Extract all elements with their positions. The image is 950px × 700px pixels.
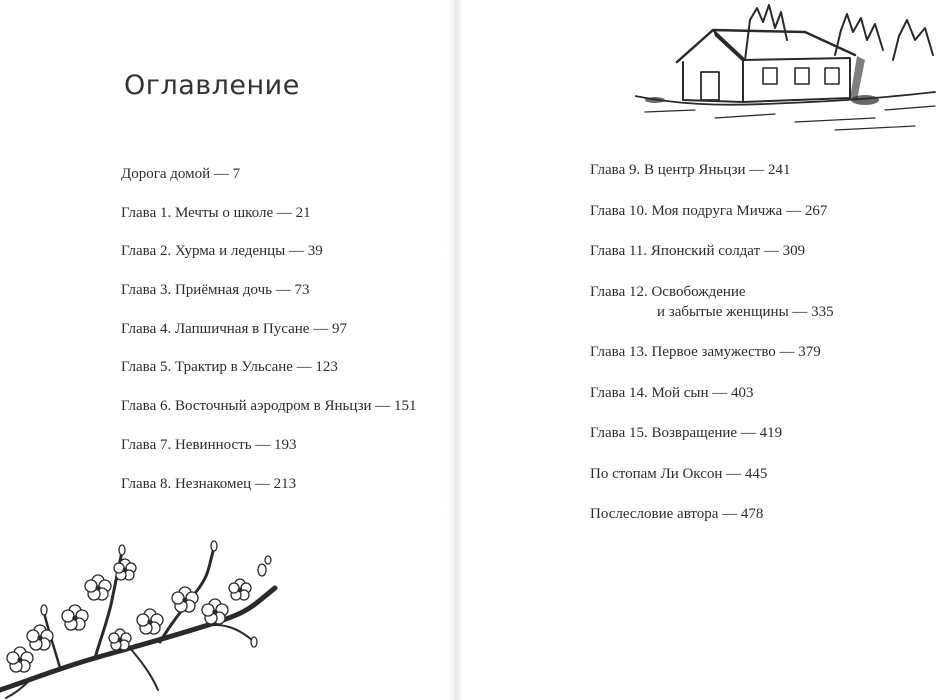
toc-entry[interactable]: Глава 6. Восточный аэродром в Яньцзи — 151 [121, 398, 417, 415]
toc-entry[interactable]: Глава 10. Моя подруга Мичжа — 267 [590, 202, 828, 219]
book-gutter [446, 0, 464, 700]
toc-entry[interactable]: Глава 2. Хурма и леденцы — 39 [121, 243, 323, 260]
toc-entry[interactable]: Глава 13. Первое замужество — 379 [590, 344, 821, 360]
toc-entry[interactable]: Глава 11. Японский солдат — 309 [590, 243, 806, 259]
house-sketch-illustration [635, 0, 950, 140]
toc-entry[interactable]: Глава 1. Мечты о школе — 21 [121, 204, 311, 221]
toc-list-left [121, 164, 417, 512]
toc-entry-line1: Глава 12. Освобождение [590, 283, 746, 300]
toc-entry[interactable]: Глава 9. В центр Яньцзи — 241 [590, 162, 791, 178]
toc-entry[interactable]: Глава 14. Мой сын — 403 [590, 384, 754, 401]
toc-list-right [590, 160, 834, 545]
toc-entry[interactable]: Глава 5. Трактир в Ульсане — 123 [121, 359, 338, 376]
toc-entry[interactable]: Глава 8. Незнакомец — 213 [121, 475, 297, 492]
right-page [455, 0, 950, 700]
toc-entry-multiline[interactable] [590, 282, 834, 322]
toc-entry[interactable]: Глава 15. Возвращение — 419 [590, 425, 783, 441]
toc-entry[interactable]: Глава 4. Лапшичная в Пусане — 97 [121, 320, 347, 337]
cherry-blossom-illustration [0, 530, 300, 700]
toc-heading: Оглавление [124, 70, 300, 101]
toc-entry[interactable]: Глава 3. Приёмная дочь — 73 [121, 282, 310, 299]
toc-entry-line2: и забытые женщины — 335 [657, 303, 834, 320]
left-page [0, 0, 455, 700]
toc-entry[interactable]: Послесловие автора — 478 [590, 506, 764, 522]
toc-entry[interactable]: Дорога домой — 7 [121, 166, 241, 182]
toc-entry[interactable]: Глава 7. Невинность — 193 [121, 436, 297, 453]
toc-entry[interactable]: По стопам Ли Оксон — 445 [590, 465, 768, 482]
